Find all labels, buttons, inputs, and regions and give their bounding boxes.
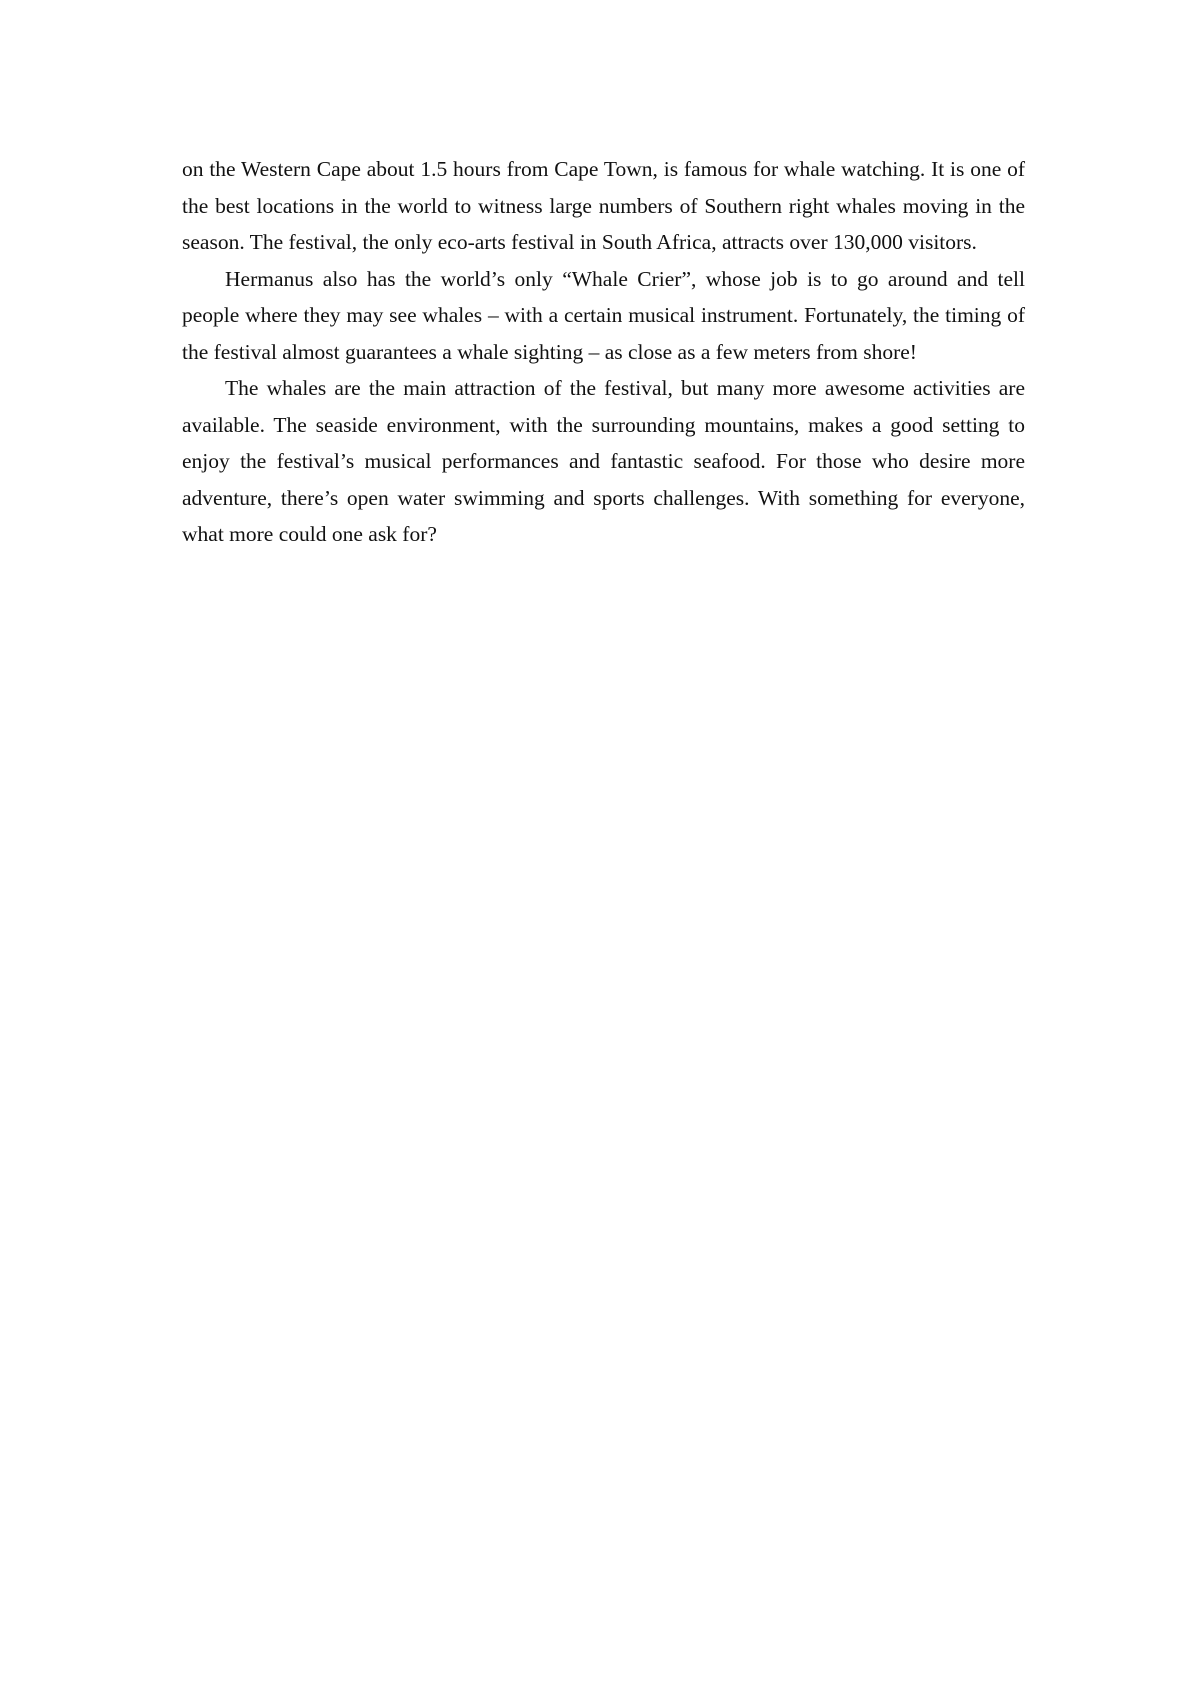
paragraph-whale-crier: Hermanus also has the world’s only “Whale Crier”, whose job is to go around and tell people where they may see whales – with a certain musical instrument. Fortunately, the timing of the festival almost guarantees a whale sighting – as close as a few meters from shore! (182, 266, 1025, 364)
paragraph-activities: The whales are the main attraction of the festival, but many more awesome activities are available. The seaside environment, with the surrounding mountains, makes a good setting to enjoy the festival’s musical performances and fantastic seafood. For those who desire more adventure, there’s open water swimming and sports challenges. With something for everyone, what more could one ask for? (182, 376, 1025, 546)
paragraph-continuation: on the Western Cape about 1.5 hours from Cape Town, is famous for whale watching. It is one of the best locations in the world to witness large numbers of Southern right whales moving in the season. The festival, the only eco-arts festival in South Africa, attracts over 130,000 visitors. (182, 157, 1025, 254)
article-body (182, 151, 1025, 553)
